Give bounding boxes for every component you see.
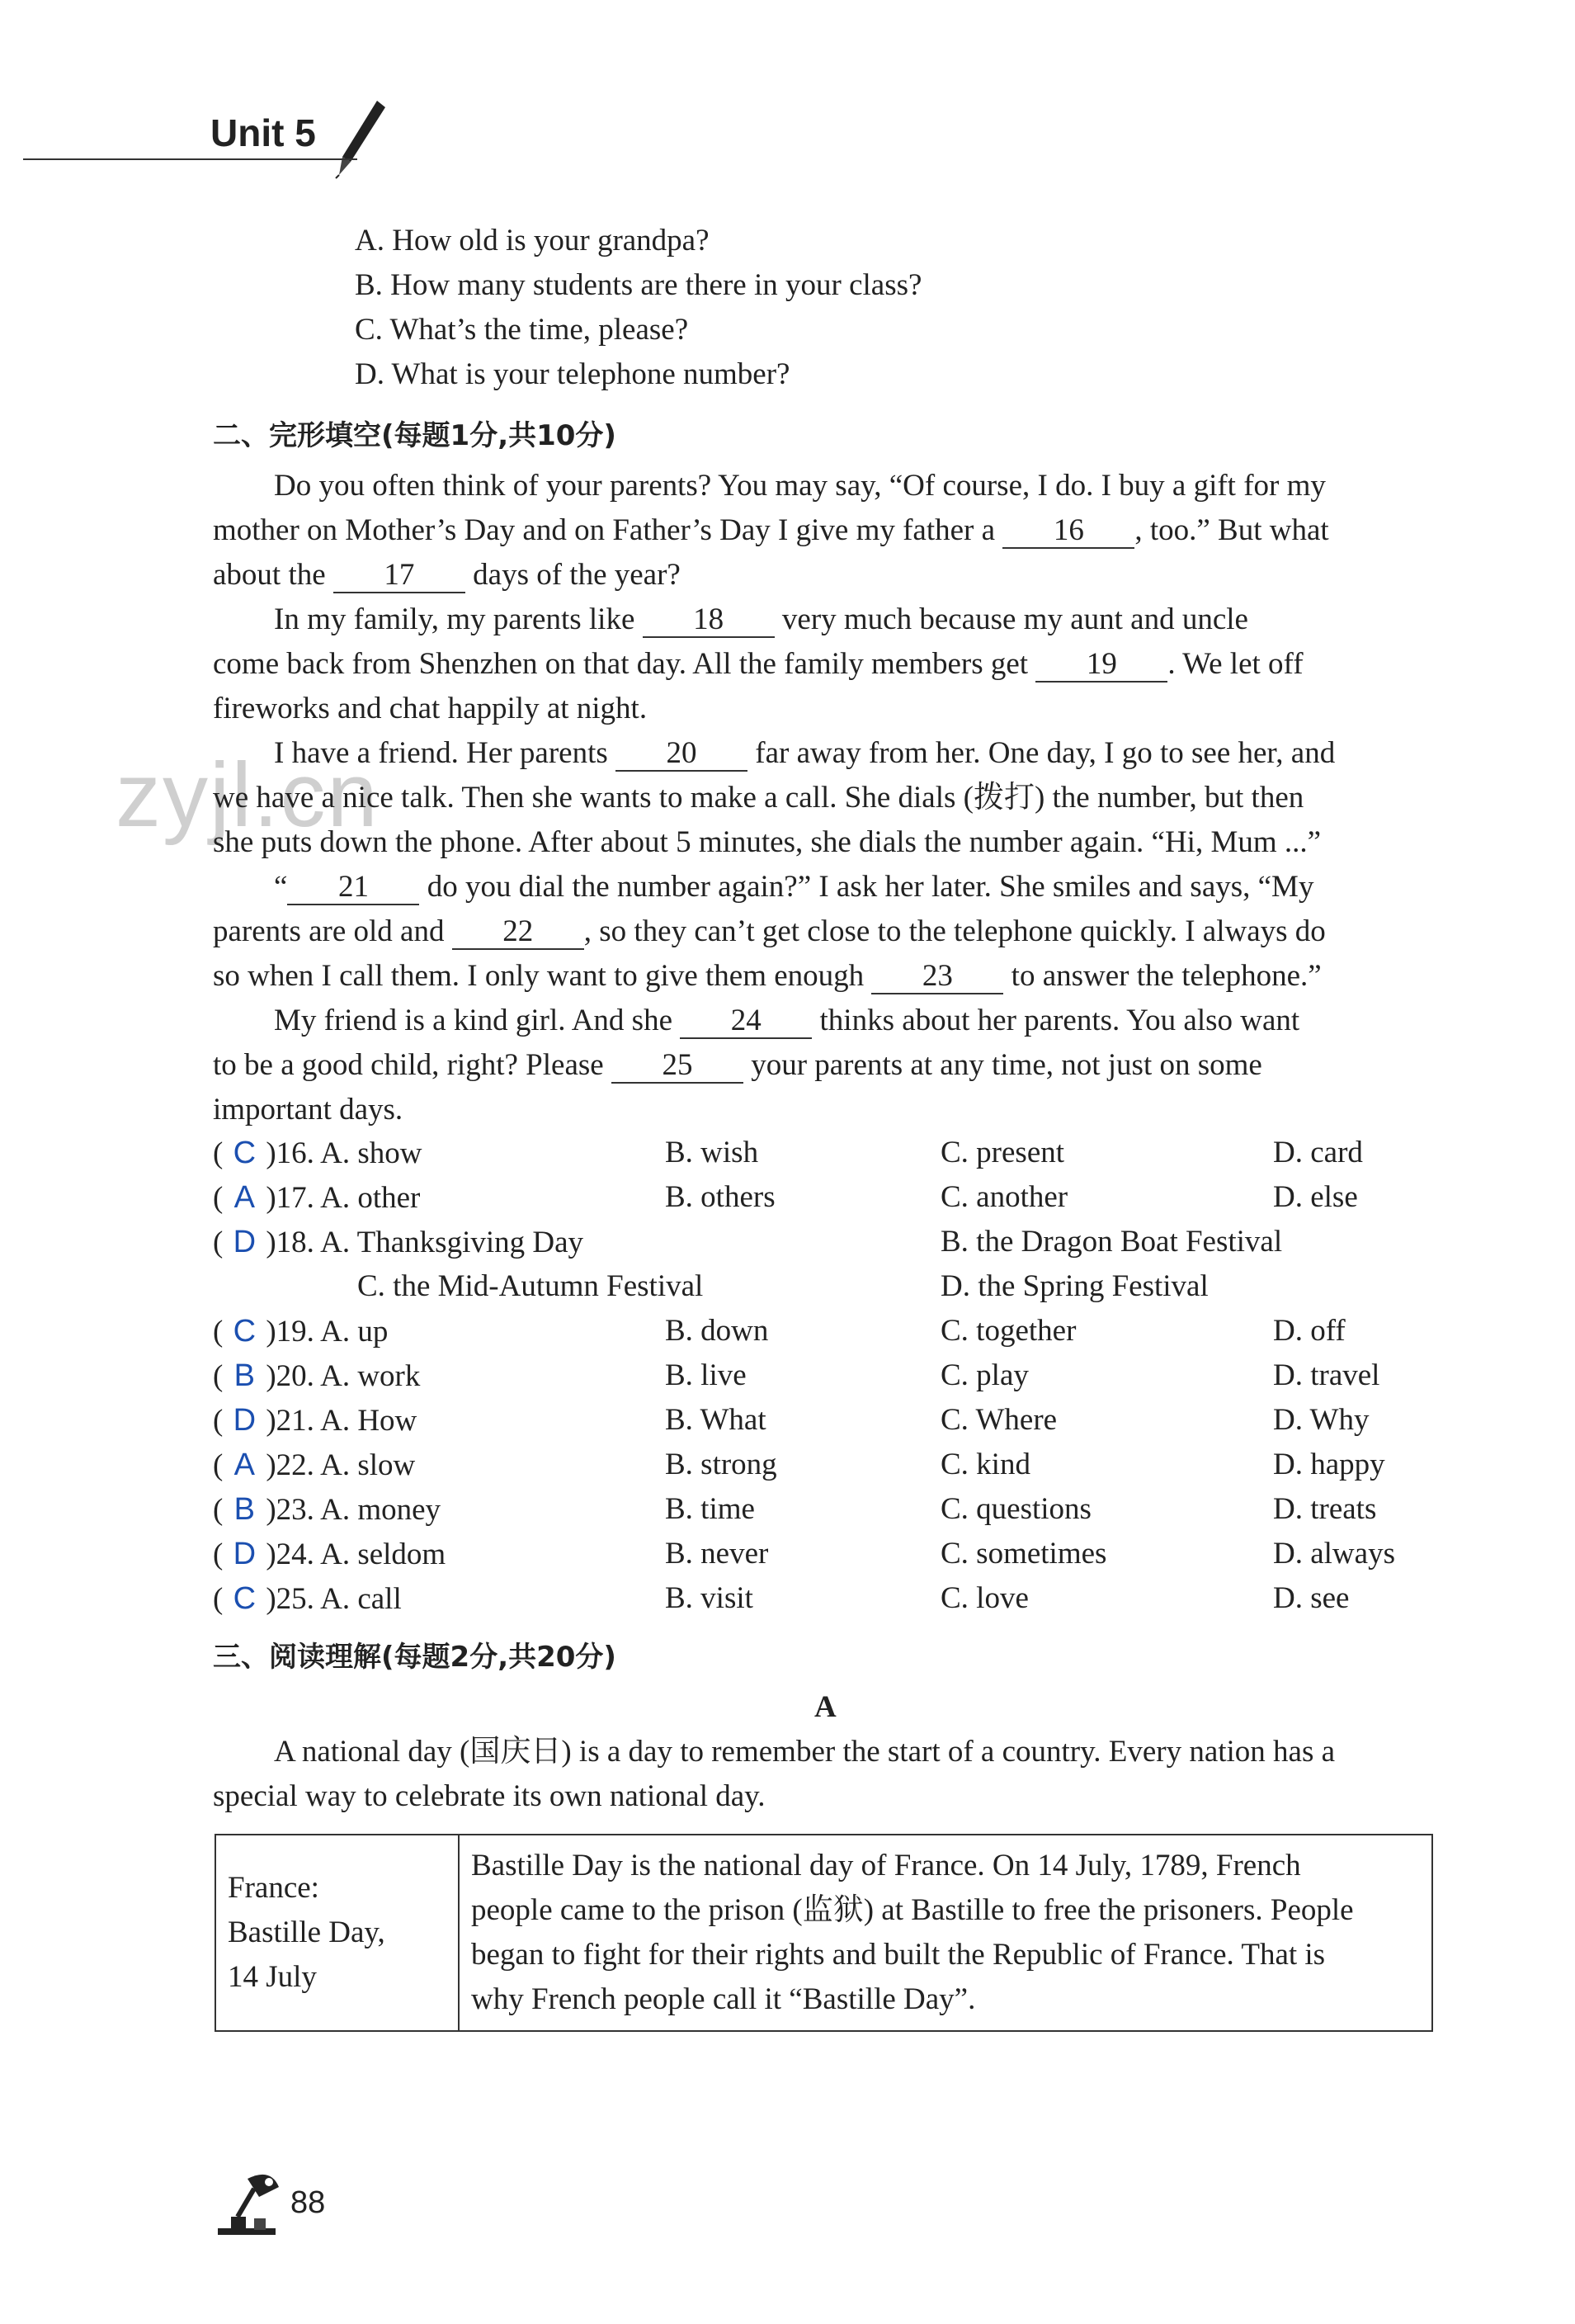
section3-title: 三、阅读理解(每题2分,共20分) xyxy=(213,1641,616,1674)
blank-18: 18 xyxy=(643,603,775,638)
cloze-passage xyxy=(213,464,1434,1132)
p3-line1: I have a friend. Her parents 20 far away from her. One day, I go to see her, and xyxy=(274,736,1336,770)
blank-25: 25 xyxy=(611,1049,743,1084)
p4-line1: “ 21 do you dial the number again?” I ask her later. She smiles and says, “My xyxy=(274,870,1314,904)
desk-lamp-icon xyxy=(213,2164,289,2238)
passage-label: A xyxy=(814,1690,837,1724)
q17-option-d: D. else xyxy=(1273,1180,1358,1214)
question-20: ( B )20. A. work xyxy=(213,1353,420,1399)
answer: C xyxy=(233,1136,257,1170)
blank-23: 23 xyxy=(871,960,1003,994)
q23-option-d: D. treats xyxy=(1273,1492,1377,1526)
q25-option-b: B. visit xyxy=(665,1581,753,1615)
pen-icon xyxy=(334,97,392,180)
page-number: 88 xyxy=(290,2185,326,2220)
p4-line3: so when I call them. I only want to give them enough 23 to answer the telephone.” xyxy=(213,959,1322,993)
p4-line2: parents are old and 22 , so they can’t get close to the telephone quickly. I always do xyxy=(213,914,1326,948)
q18-option-b: B. the Dragon Boat Festival xyxy=(941,1225,1283,1259)
answer: D xyxy=(233,1403,257,1438)
q18-option-c: C. the Mid-Autumn Festival xyxy=(357,1269,704,1303)
q24-option-c: C. sometimes xyxy=(941,1537,1107,1571)
unit-title: Unit 5 xyxy=(210,111,316,154)
question-21: ( D )21. A. How xyxy=(213,1398,417,1443)
answer: C xyxy=(233,1314,257,1349)
prev-option-b: B. How many students are there in your class? xyxy=(355,268,922,302)
p3-line3: she puts down the phone. After about 5 minutes, she dials the number again. “Hi, Mum ...” xyxy=(213,825,1322,859)
q16-option-c: C. present xyxy=(941,1136,1065,1169)
table-left-cell xyxy=(215,1835,459,2031)
question-22: ( A )22. A. slow xyxy=(213,1443,415,1488)
p1-line2: mother on Mother’s Day and on Father’s Day I give my father a 16 , too.” But what xyxy=(213,513,1329,547)
table-right-line: why French people call it “Bastille Day”. xyxy=(471,1982,976,2016)
table-right-line: people came to the prison (监狱) at Bastille to free the prisoners. People xyxy=(471,1893,1354,1927)
answer: B xyxy=(233,1358,255,1393)
q18-option-d: D. the Spring Festival xyxy=(941,1269,1209,1303)
p5-line3: important days. xyxy=(213,1093,403,1127)
q22-option-c: C. kind xyxy=(941,1448,1030,1481)
bastille-day-table xyxy=(215,1834,1433,2032)
table-right-line: Bastille Day is the national day of France. On 14 July, 1789, French xyxy=(471,1849,1301,1882)
q24-option-b: B. never xyxy=(665,1537,769,1571)
blank-22: 22 xyxy=(452,915,584,950)
answer: D xyxy=(233,1225,257,1259)
q19-option-b: B. down xyxy=(665,1314,769,1348)
blank-24: 24 xyxy=(680,1004,812,1039)
q23-option-b: B. time xyxy=(665,1492,755,1526)
q17-option-c: C. another xyxy=(941,1180,1068,1214)
question-25: ( C )25. A. call xyxy=(213,1576,402,1622)
q20-option-c: C. play xyxy=(941,1358,1029,1392)
answer: A xyxy=(233,1180,255,1215)
question-17: ( A )17. A. other xyxy=(213,1175,420,1221)
q25-option-c: C. love xyxy=(941,1581,1029,1615)
q23-option-c: C. questions xyxy=(941,1492,1092,1526)
q20-option-b: B. live xyxy=(665,1358,747,1392)
q19-option-c: C. together xyxy=(941,1314,1077,1348)
q21-option-c: C. Where xyxy=(941,1403,1058,1437)
p2-line2: come back from Shenzhen on that day. All the family members get 19 . We let off xyxy=(213,647,1304,681)
section2-title: 二、完形填空(每题1分,共10分) xyxy=(213,419,616,452)
answer: B xyxy=(233,1492,255,1527)
question-16: ( C )16. A. show xyxy=(213,1131,422,1176)
blank-16: 16 xyxy=(1002,514,1134,549)
question-23: ( B )23. A. money xyxy=(213,1487,441,1533)
table-right-line: began to fight for their rights and built the Republic of France. That is xyxy=(471,1938,1326,1972)
p5-line1: My friend is a kind girl. And she 24 thinks about her parents. You also want xyxy=(274,1004,1300,1037)
q16-option-d: D. card xyxy=(1273,1136,1363,1169)
q20-option-d: D. travel xyxy=(1273,1358,1380,1392)
question-18: ( D )18. A. Thanksgiving Day xyxy=(213,1220,583,1265)
table-left-line: Bastille Day, xyxy=(228,1915,385,1949)
p1-line1: Do you often think of your parents? You may say, “Of course, I do. I buy a gift for my xyxy=(274,469,1326,503)
q17-option-b: B. others xyxy=(665,1180,776,1214)
header-rule xyxy=(23,158,357,160)
question-24: ( D )24. A. seldom xyxy=(213,1532,446,1577)
prev-option-d: D. What is your telephone number? xyxy=(355,357,790,391)
watermark: zyjl.cn xyxy=(116,744,380,846)
table-left-line: 14 July xyxy=(228,1960,317,1994)
table-right-cell xyxy=(459,1835,1432,2031)
answer: D xyxy=(233,1537,257,1571)
answer: C xyxy=(233,1581,257,1616)
prev-option-a: A. How old is your grandpa? xyxy=(355,224,710,257)
blank-17: 17 xyxy=(333,559,465,593)
p5-line2: to be a good child, right? Please 25 your parents at any time, not just on some xyxy=(213,1048,1262,1082)
blank-19: 19 xyxy=(1035,648,1167,683)
q22-option-b: B. strong xyxy=(665,1448,777,1481)
q21-option-b: B. What xyxy=(665,1403,766,1437)
answer: A xyxy=(233,1448,255,1482)
p2-line1: In my family, my parents like 18 very much because my aunt and uncle xyxy=(274,602,1248,636)
q21-option-d: D. Why xyxy=(1273,1403,1370,1437)
table-left-line: France: xyxy=(228,1871,319,1905)
p3-line2: we have a nice talk. Then she wants to make a call. She dials (拨打) the number, but then xyxy=(213,781,1304,815)
reading-intro-line1: A national day (国庆日) is a day to remember the start of a country. Every nation has a xyxy=(274,1735,1336,1769)
prev-option-c: C. What’s the time, please? xyxy=(355,313,689,347)
p1-line3: about the 17 days of the year? xyxy=(213,558,681,592)
q19-option-d: D. off xyxy=(1273,1314,1346,1348)
blank-20: 20 xyxy=(615,737,747,772)
q25-option-d: D. see xyxy=(1273,1581,1350,1615)
blank-21: 21 xyxy=(287,871,419,905)
question-19: ( C )19. A. up xyxy=(213,1309,388,1354)
q16-option-b: B. wish xyxy=(665,1136,759,1169)
reading-intro-line2: special way to celebrate its own national day. xyxy=(213,1779,766,1813)
q24-option-d: D. always xyxy=(1273,1537,1395,1571)
q22-option-d: D. happy xyxy=(1273,1448,1385,1481)
p2-line3: fireworks and chat happily at night. xyxy=(213,692,648,725)
